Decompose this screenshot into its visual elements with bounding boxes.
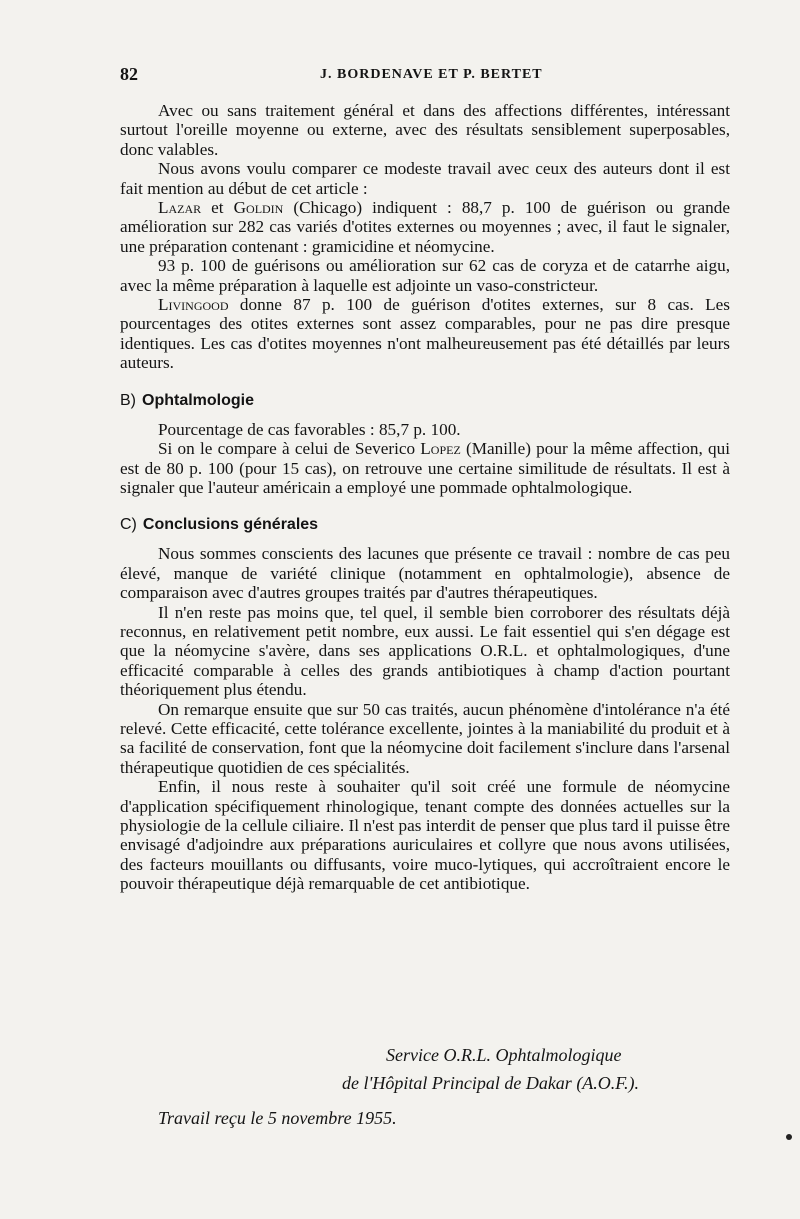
signature-line-1: Service O.R.L. Ophtalmologique <box>386 1045 622 1065</box>
paragraph: Enfin, il nous reste à souhaiter qu'il soit créé une formule de néomycine d'application spécifiquement rhinologique, tenant compte des données actuelles sur la physiologie de la cellule ciliaire. Il n'est pas interdit de penser que plus tard il puisse être envisagé d'adjoindre aux préparations auriculaires et collyre que nous avons utilisées, des facteurs mouillants ou diffusants, voire muco-lytiques, qui accroîtraient encore le pouvoir thérapeutique déjà remarquable de cet antibiotique. <box>120 777 730 894</box>
section-letter: C) <box>120 516 137 534</box>
section-letter: B) <box>120 391 136 409</box>
ink-dot <box>786 1134 792 1140</box>
paragraph: Nous avons voulu comparer ce modeste travail avec ceux des auteurs dont il est fait mention au début de cet article : <box>120 159 730 198</box>
author-name: Livingood <box>158 295 229 315</box>
paragraph <box>120 439 730 497</box>
received-date: Travail reçu le 5 novembre 1955. <box>158 1108 397 1128</box>
paragraph-text: donne 87 p. 100 de guérison d'otites externes, sur 8 cas. Les pourcentages des otites externes sont assez comparables, pour ne pas dire presque identiques. Les cas d'otites moyennes n'ont malheureusement pas été détaillés par leurs auteurs. <box>120 295 730 373</box>
paragraph: Avec ou sans traitement général et dans des affections différentes, intéressant surtout l'oreille moyenne ou externe, avec des résultats sensiblement superposables, donc valables. <box>120 101 730 159</box>
paragraph-text: (Manille) pour la même affection, qui est de 80 p. 100 (pour 15 cas), on retrouve une certaine similitude de résultats. Il est à signaler que l'auteur américain a employé une pommade ophtalmologique. <box>120 439 730 497</box>
section-title: Ophtalmologie <box>142 391 254 409</box>
paragraph-text: Si on le compare à celui de Severico <box>158 439 421 459</box>
author-name: Lazar <box>158 198 202 218</box>
section-title: Conclusions générales <box>142 516 319 534</box>
page-number: 82 <box>120 64 138 84</box>
paragraph-text: (Chicago) indiquent : 88,7 p. 100 de guérison ou grande amélioration sur 282 cas variés d'otites externes ou moyennes ; avec, il faut le signaler, une préparation contenant : gramicidine et néomycine. <box>120 198 730 256</box>
paragraph <box>120 198 730 256</box>
article-body <box>120 101 730 894</box>
signature-line-2: de l'Hôpital Principal de Dakar (A.O.F.). <box>342 1073 639 1093</box>
paragraph: Il n'en reste pas moins que, tel quel, il semble bien corroborer des résultats déjà reconnus, en relativement petit nombre, eux aussi. Le fait essentiel qui s'en dégage est que la néomycine s'avère, dans ses applications O.R.L. et ophtalmologiques, d'une efficacité comparable à celles des grands antibiotiques à champ d'action pourtant théoriquement plus étendu. <box>120 602 730 700</box>
page-header <box>120 64 730 84</box>
paragraph: Nous sommes conscients des lacunes que présente ce travail : nombre de cas peu élevé, manque de variété clinique (notamment en ophtalmologie), absence de comparaison avec d'autres groupes traités par d'autres thérapeutiques. <box>120 544 730 603</box>
author-name: Lopez <box>420 439 461 459</box>
paragraph: 93 p. 100 de guérisons ou amélioration sur 62 cas de coryza et de catarrhe aigu, avec la même préparation à laquelle est adjointe un vaso-constricteur. <box>120 256 730 295</box>
section-heading-b <box>120 391 730 411</box>
paragraph: On remarque ensuite que sur 50 cas traités, aucun phénomène d'intolérance n'a été relevé. Cette efficacité, cette tolérance excellente, jointes à la maniabilité du produit et à sa facilité de conservation, font que la néomycine doit facilement s'inclure dans l'arsenal thérapeutique quotidien de ces spécialités. <box>120 699 730 777</box>
conjunction: et <box>201 198 234 218</box>
paragraph: Pourcentage de cas favorables : 85,7 p. 100. <box>158 419 461 439</box>
section-heading-c <box>120 515 730 535</box>
running-title: J. BORDENAVE ET P. BERTET <box>320 67 543 82</box>
paragraph <box>120 295 730 373</box>
author-name: Goldin <box>233 198 284 218</box>
